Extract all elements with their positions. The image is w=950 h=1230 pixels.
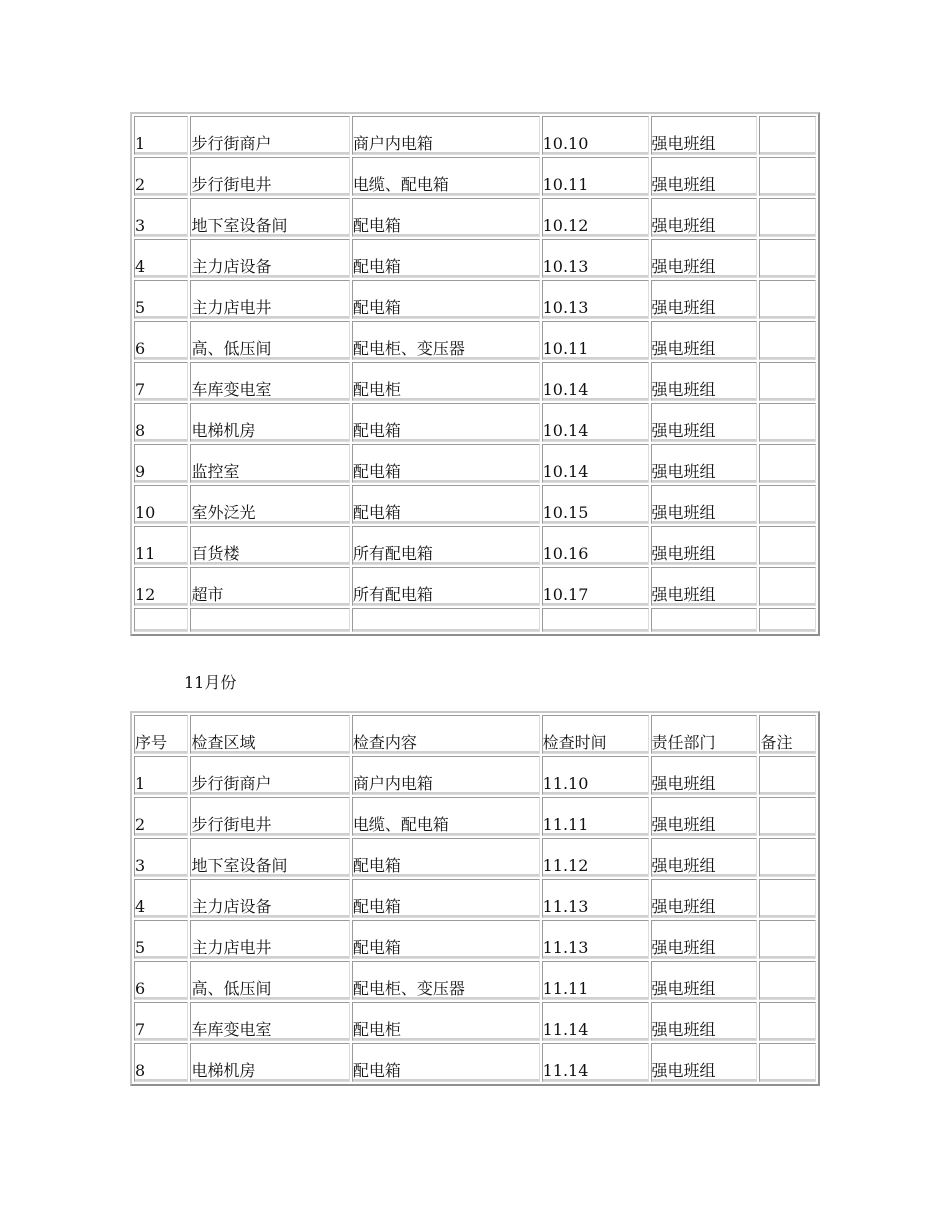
cell-note	[759, 157, 816, 196]
table-row	[134, 920, 816, 959]
cell-dept: 强电班组	[651, 797, 758, 836]
cell-no: 3	[134, 838, 188, 877]
cell-no: 12	[134, 567, 188, 606]
november-inspection-table	[130, 711, 820, 1086]
cell-dept: 强电班组	[651, 280, 758, 319]
cell-time: 10.16	[542, 526, 649, 565]
header-cell-note: 备注	[759, 715, 816, 754]
table-row	[134, 1043, 816, 1082]
cell-dept: 强电班组	[651, 157, 758, 196]
cell-dept: 强电班组	[651, 756, 758, 795]
cell-content: 配电箱	[352, 198, 540, 237]
cell-content: 配电柜	[352, 1002, 540, 1041]
table-row	[134, 485, 816, 524]
cell-area: 高、低压间	[190, 321, 349, 360]
header-cell-time: 检查时间	[542, 715, 649, 754]
cell-no: 4	[134, 879, 188, 918]
cell-time: 10.15	[542, 485, 649, 524]
cell-time: 11.10	[542, 756, 649, 795]
cell-dept: 强电班组	[651, 403, 758, 442]
cell-no: 10	[134, 485, 188, 524]
table-row	[134, 116, 816, 155]
cell-area: 步行街商户	[190, 756, 349, 795]
cell-note	[759, 239, 816, 278]
cell-no: 8	[134, 1043, 188, 1082]
table-row	[134, 797, 816, 836]
cell-dept: 强电班组	[651, 961, 758, 1000]
empty-cell	[759, 608, 816, 632]
cell-content: 配电柜	[352, 362, 540, 401]
cell-note	[759, 280, 816, 319]
cell-content: 配电柜、变压器	[352, 961, 540, 1000]
cell-time: 10.11	[542, 321, 649, 360]
cell-no: 4	[134, 239, 188, 278]
cell-note	[759, 567, 816, 606]
cell-time: 11.11	[542, 797, 649, 836]
cell-note	[759, 198, 816, 237]
cell-note	[759, 838, 816, 877]
november-month-label: 11月份	[184, 673, 237, 692]
cell-content: 所有配电箱	[352, 526, 540, 565]
cell-area: 超市	[190, 567, 349, 606]
cell-note	[759, 403, 816, 442]
cell-note	[759, 321, 816, 360]
empty-cell	[352, 608, 540, 632]
cell-area: 步行街电井	[190, 157, 349, 196]
cell-content: 配电箱	[352, 444, 540, 483]
table-row	[134, 403, 816, 442]
cell-note	[759, 879, 816, 918]
empty-table-row	[134, 608, 816, 632]
cell-no: 11	[134, 526, 188, 565]
cell-dept: 强电班组	[651, 239, 758, 278]
table-row	[134, 280, 816, 319]
cell-time: 10.17	[542, 567, 649, 606]
cell-content: 配电箱	[352, 920, 540, 959]
cell-note	[759, 797, 816, 836]
cell-dept: 强电班组	[651, 838, 758, 877]
table-row	[134, 362, 816, 401]
table-row	[134, 838, 816, 877]
cell-note	[759, 1043, 816, 1082]
cell-area: 主力店设备	[190, 879, 349, 918]
table-row	[134, 1002, 816, 1041]
cell-note	[759, 485, 816, 524]
cell-time: 11.13	[542, 920, 649, 959]
cell-content: 电缆、配电箱	[352, 157, 540, 196]
cell-time: 10.14	[542, 362, 649, 401]
cell-time: 11.12	[542, 838, 649, 877]
table-row	[134, 526, 816, 565]
cell-dept: 强电班组	[651, 920, 758, 959]
cell-dept: 强电班组	[651, 1043, 758, 1082]
cell-no: 7	[134, 1002, 188, 1041]
cell-note	[759, 444, 816, 483]
cell-no: 2	[134, 157, 188, 196]
header-cell-content: 检查内容	[352, 715, 540, 754]
cell-content: 商户内电箱	[352, 756, 540, 795]
cell-area: 室外泛光	[190, 485, 349, 524]
cell-time: 11.14	[542, 1043, 649, 1082]
cell-area: 监控室	[190, 444, 349, 483]
cell-note	[759, 920, 816, 959]
cell-area: 主力店电井	[190, 280, 349, 319]
empty-cell	[190, 608, 349, 632]
cell-no: 3	[134, 198, 188, 237]
table-row	[134, 444, 816, 483]
cell-dept: 强电班组	[651, 198, 758, 237]
table-row	[134, 239, 816, 278]
cell-area: 车库变电室	[190, 1002, 349, 1041]
cell-area: 电梯机房	[190, 1043, 349, 1082]
cell-area: 主力店设备	[190, 239, 349, 278]
cell-time: 11.14	[542, 1002, 649, 1041]
cell-dept: 强电班组	[651, 116, 758, 155]
header-cell-no: 序号	[134, 715, 188, 754]
cell-no: 1	[134, 116, 188, 155]
october-inspection-table	[130, 112, 820, 636]
cell-no: 5	[134, 280, 188, 319]
table-header-row	[134, 715, 816, 754]
table-row	[134, 961, 816, 1000]
cell-note	[759, 526, 816, 565]
cell-no: 8	[134, 403, 188, 442]
empty-cell	[542, 608, 649, 632]
cell-note	[759, 116, 816, 155]
cell-time: 10.14	[542, 444, 649, 483]
cell-time: 11.11	[542, 961, 649, 1000]
cell-content: 配电柜、变压器	[352, 321, 540, 360]
cell-time: 10.14	[542, 403, 649, 442]
cell-content: 配电箱	[352, 403, 540, 442]
cell-content: 配电箱	[352, 280, 540, 319]
table-row	[134, 756, 816, 795]
cell-time: 10.11	[542, 157, 649, 196]
cell-note	[759, 961, 816, 1000]
header-cell-dept: 责任部门	[651, 715, 758, 754]
cell-no: 1	[134, 756, 188, 795]
cell-dept: 强电班组	[651, 879, 758, 918]
cell-content: 商户内电箱	[352, 116, 540, 155]
cell-no: 6	[134, 321, 188, 360]
cell-time: 10.12	[542, 198, 649, 237]
table-row	[134, 567, 816, 606]
table-row	[134, 157, 816, 196]
cell-area: 主力店电井	[190, 920, 349, 959]
cell-content: 配电箱	[352, 879, 540, 918]
cell-area: 百货楼	[190, 526, 349, 565]
cell-no: 2	[134, 797, 188, 836]
cell-note	[759, 362, 816, 401]
cell-dept: 强电班组	[651, 362, 758, 401]
cell-no: 9	[134, 444, 188, 483]
cell-content: 配电箱	[352, 485, 540, 524]
cell-dept: 强电班组	[651, 526, 758, 565]
cell-area: 车库变电室	[190, 362, 349, 401]
cell-content: 配电箱	[352, 1043, 540, 1082]
cell-dept: 强电班组	[651, 1002, 758, 1041]
cell-dept: 强电班组	[651, 444, 758, 483]
empty-cell	[651, 608, 758, 632]
november-table-body	[134, 715, 816, 1082]
cell-note	[759, 756, 816, 795]
cell-content: 所有配电箱	[352, 567, 540, 606]
table-row	[134, 198, 816, 237]
cell-area: 地下室设备间	[190, 198, 349, 237]
cell-time: 10.10	[542, 116, 649, 155]
table-row	[134, 321, 816, 360]
cell-content: 配电箱	[352, 838, 540, 877]
cell-content: 电缆、配电箱	[352, 797, 540, 836]
cell-area: 步行街商户	[190, 116, 349, 155]
cell-time: 11.13	[542, 879, 649, 918]
cell-note	[759, 1002, 816, 1041]
empty-cell	[134, 608, 188, 632]
october-table-body	[134, 116, 816, 632]
cell-dept: 强电班组	[651, 485, 758, 524]
table-row	[134, 879, 816, 918]
cell-area: 步行街电井	[190, 797, 349, 836]
cell-no: 7	[134, 362, 188, 401]
cell-content: 配电箱	[352, 239, 540, 278]
header-cell-area: 检查区域	[190, 715, 349, 754]
cell-no: 6	[134, 961, 188, 1000]
cell-no: 5	[134, 920, 188, 959]
cell-area: 地下室设备间	[190, 838, 349, 877]
cell-time: 10.13	[542, 239, 649, 278]
cell-area: 高、低压间	[190, 961, 349, 1000]
cell-dept: 强电班组	[651, 321, 758, 360]
cell-dept: 强电班组	[651, 567, 758, 606]
cell-area: 电梯机房	[190, 403, 349, 442]
cell-time: 10.13	[542, 280, 649, 319]
